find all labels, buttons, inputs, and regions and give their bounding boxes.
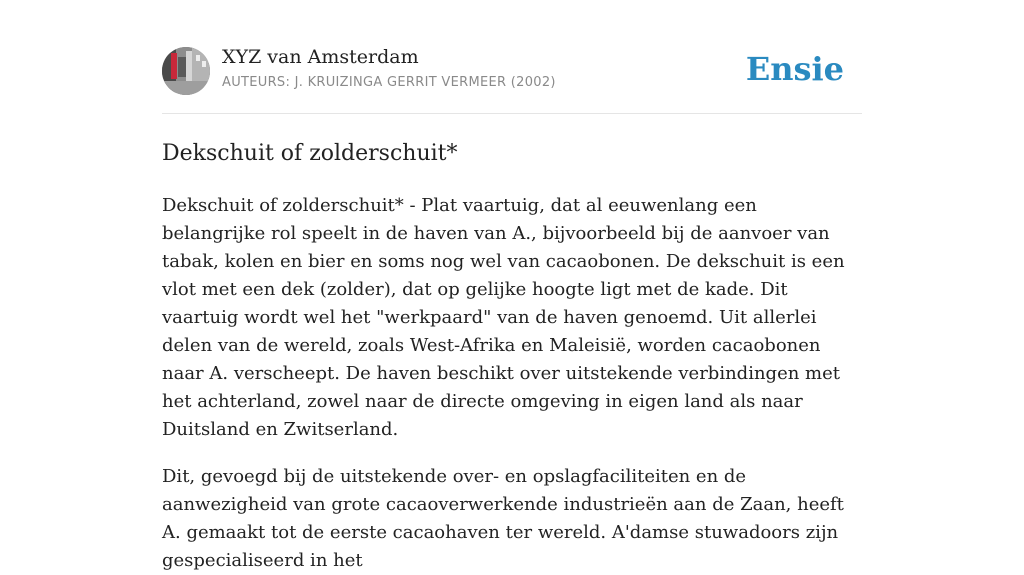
book-authors: AUTEURS: J. KRUIZINGA GERRIT VERMEER (2002)	[222, 75, 556, 90]
book-header	[162, 0, 862, 114]
ensie-logo[interactable]: Ensie	[745, 50, 844, 88]
city-street-photo-icon	[162, 47, 210, 95]
book-cover-avatar[interactable]	[162, 47, 210, 95]
entry-paragraph: Dekschuit of zolderschuit* - Plat vaartuig, dat al eeuwenlang een belangrijke rol speelt in de haven van A., bijvoorbeeld bij de aanvoer van tabak, kolen en bier en soms nog wel van cacaobonen. De dekschuit is een vlot met een dek (zolder), dat op gelijke hoogte ligt met de kade. Dit vaartuig wordt wel het "werkpaard" van de haven genoemd. Uit allerlei delen van de wereld, zoals West-Afrika en Maleisië, worden cacaobonen naar A. verscheept. De haven beschikt over uitstekende verbindingen met het achterland, zowel naar de directe omgeving in eigen land als naar Duitsland en Zwitserland.	[162, 195, 845, 440]
entry-title: Dekschuit of zolderschuit*	[162, 141, 458, 166]
entry-paragraph: Dit, gevoegd bij de uitstekende over- en opslagfaciliteiten en de aanwezigheid van grote cacaoverwerkende industrieën aan de Zaan, heeft A. gemaakt tot de eerste cacaohaven ter wereld. A'damse stuwadoors zijn gespecialiseerd in het	[162, 466, 844, 571]
book-title-link[interactable]: XYZ van Amsterdam	[222, 46, 419, 68]
page-content	[162, 0, 862, 575]
